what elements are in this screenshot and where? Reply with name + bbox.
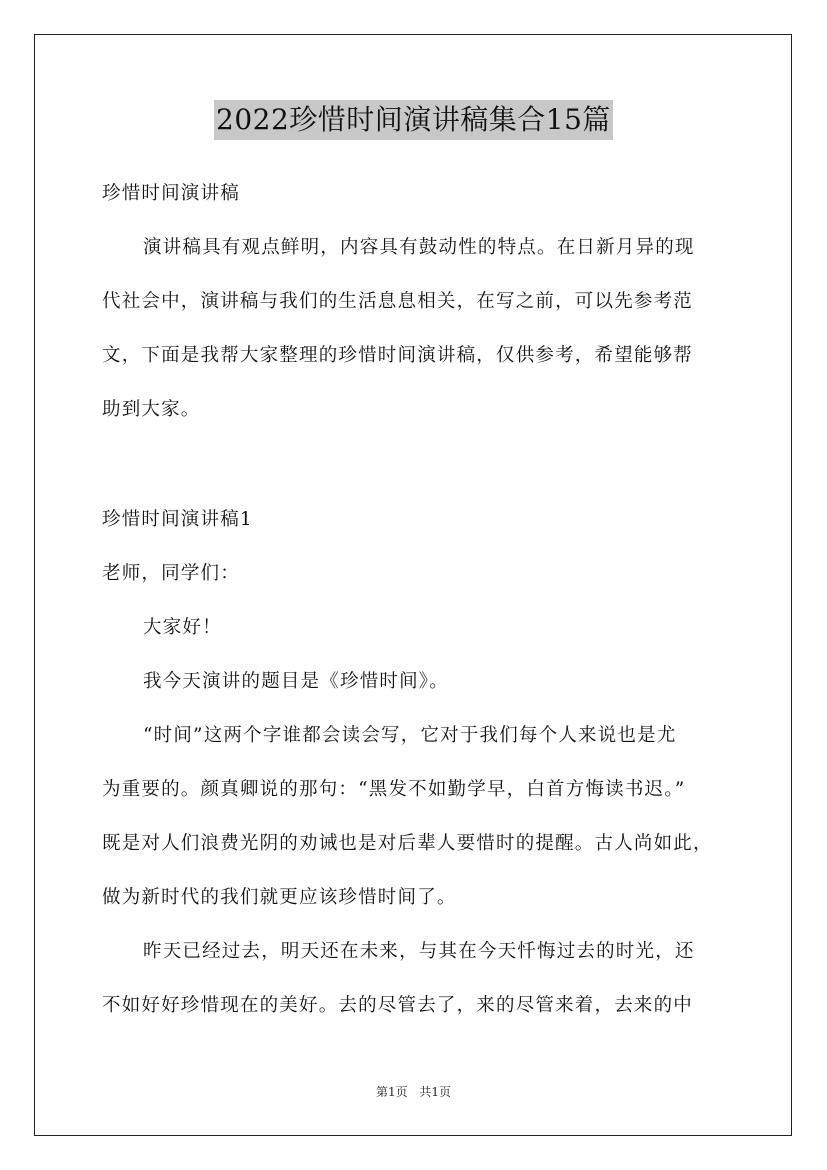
topic-line: 我今天演讲的题目是《珍惜时间》。 — [143, 671, 449, 692]
paragraph-line: 为重要的。颜真卿说的那句：“黑发不如勤学早，白首方悔读书迟。” — [102, 779, 686, 800]
page-total: 共1页 — [419, 1085, 452, 1099]
paragraph-line: “时间”这两个字谁都会读会写，它对于我们每个人来说也是尤 — [143, 725, 677, 746]
subtitle: 珍惜时间演讲稿 — [102, 183, 240, 204]
section-heading: 珍惜时间演讲稿1 — [102, 509, 253, 530]
intro-line: 演讲稿具有观点鲜明，内容具有鼓动性的特点。在日新月异的现 — [143, 237, 695, 258]
title-container — [0, 100, 827, 140]
page-number: 第1页 — [375, 1085, 408, 1099]
intro-line: 助到大家。 — [102, 399, 201, 420]
greeting: 大家好！ — [143, 617, 222, 638]
salutation: 老师，同学们： — [102, 563, 240, 584]
paragraph-line: 不如好好珍惜现在的美好。去的尽管去了，来的尽管来着，去来的中 — [102, 995, 694, 1016]
paragraph-line: 昨天已经过去，明天还在未来，与其在今天忏悔过去的时光，还 — [143, 941, 695, 962]
page-footer — [0, 1083, 827, 1101]
intro-line: 代社会中，演讲稿与我们的生活息息相关，在写之前，可以先参考范 — [102, 291, 694, 312]
intro-line: 文，下面是我帮大家整理的珍惜时间演讲稿，仅供参考，希望能够帮 — [102, 345, 694, 366]
document-title: 2022珍惜时间演讲稿集合15篇 — [214, 100, 613, 140]
paragraph-line: 既是对人们浪费光阴的劝诫也是对后辈人要惜时的提醒。古人尚如此， — [102, 833, 713, 854]
paragraph-line: 做为新时代的我们就更应该珍惜时间了。 — [102, 887, 457, 908]
